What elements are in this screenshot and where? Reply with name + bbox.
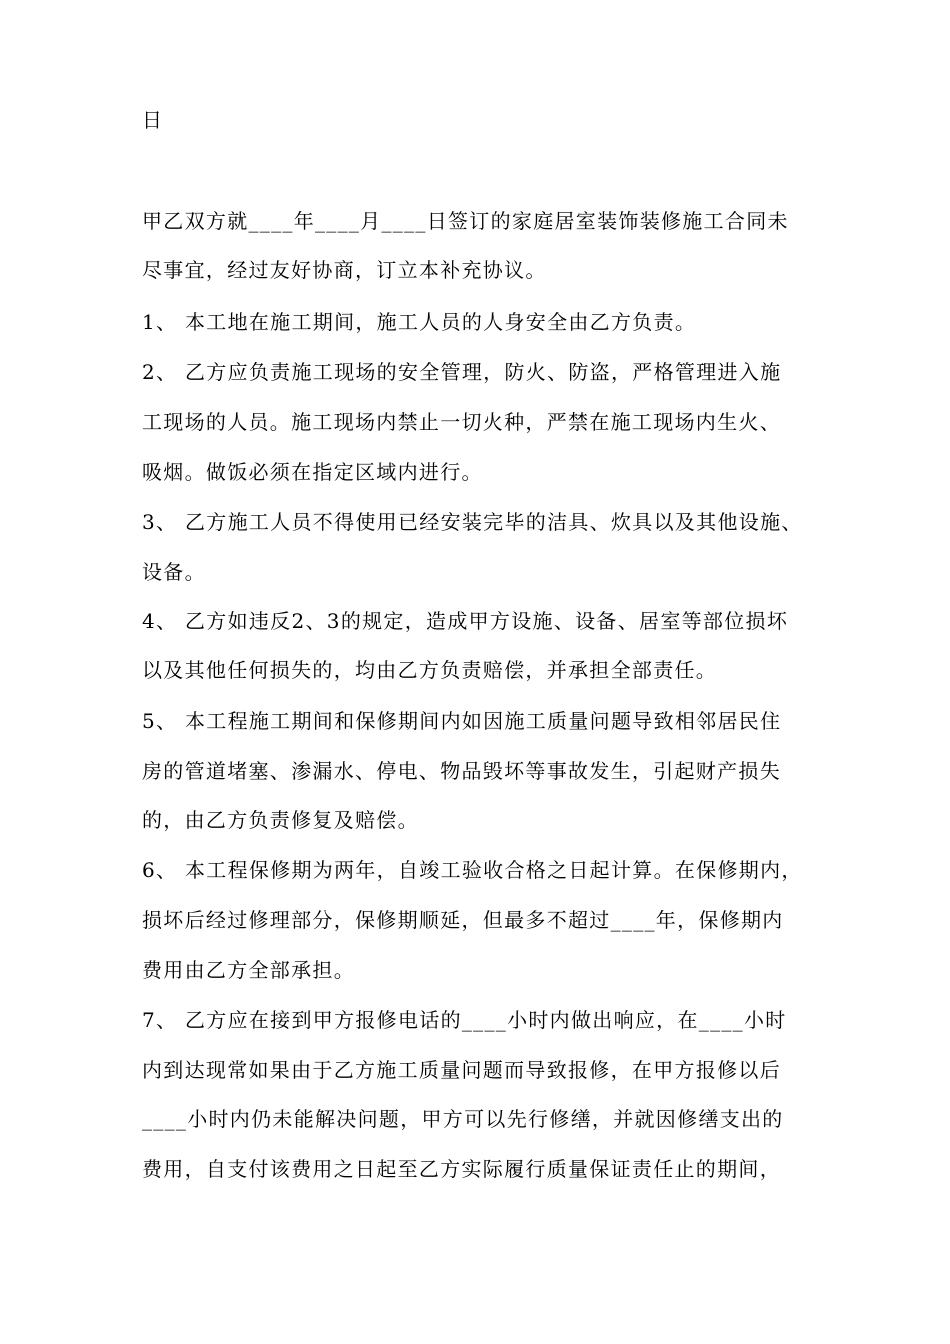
text-line: 1、 本工地在施工期间，施工人员的人身安全由乙方负责。 [142,310,697,334]
text-line: 日 [142,108,164,132]
text-line: 吸烟。做饭必须在指定区域内进行。 [142,460,483,484]
text-line: 内到达现常如果由于乙方施工质量问题而导致报修，在甲方报修以后 [142,1058,781,1082]
text-line: 4、 乙方如违反2、3的规定，造成甲方设施、设备、居室等部位损坏 [142,609,789,633]
text-line: 2、 乙方应负责施工现场的安全管理，防火、防盗，严格管理进入施 [142,360,782,384]
text-line: 费用，自支付该费用之日起至乙方实际履行质量保证责任止的期间， [142,1157,781,1181]
text-line: 尽事宜，经过友好协商，订立本补充协议。 [142,258,547,282]
text-line: 工现场的人员。施工现场内禁止一切火种，严禁在施工现场内生火、 [142,410,781,434]
text-line: 设备。 [142,560,206,584]
text-line: 5、 本工程施工期间和保修期间内如因施工质量问题导致相邻居民住 [142,709,782,733]
text-line: 费用由乙方全部承担。 [142,958,355,982]
text-line: 以及其他任何损失的，均由乙方负责赔偿，并承担全部责任。 [142,658,718,682]
text-line: ____小时内仍未能解决问题，甲方可以先行修缮，并就因修缮支出的 [142,1107,784,1131]
text-line: 7、 乙方应在接到甲方报修电话的____小时内做出响应，在____小时 [142,1008,787,1032]
text-line: 损坏后经过修理部分，保修期顺延，但最多不超过____年，保修期内 [142,908,784,932]
text-line: 3、 乙方施工人员不得使用已经安装完毕的洁具、炊具以及其他设施、 [142,510,803,534]
text-line: 6、 本工程保修期为两年，自竣工验收合格之日起计算。在保修期内， [142,858,803,882]
text-line: 的，由乙方负责修复及赔偿。 [142,808,419,832]
text-line: 房的管道堵塞、渗漏水、停电、物品毁坏等事故发生，引起财产损失 [142,759,781,783]
text-line: 甲乙双方就____年____月____日签订的家庭居室装饰装修施工合同未 [142,209,789,233]
